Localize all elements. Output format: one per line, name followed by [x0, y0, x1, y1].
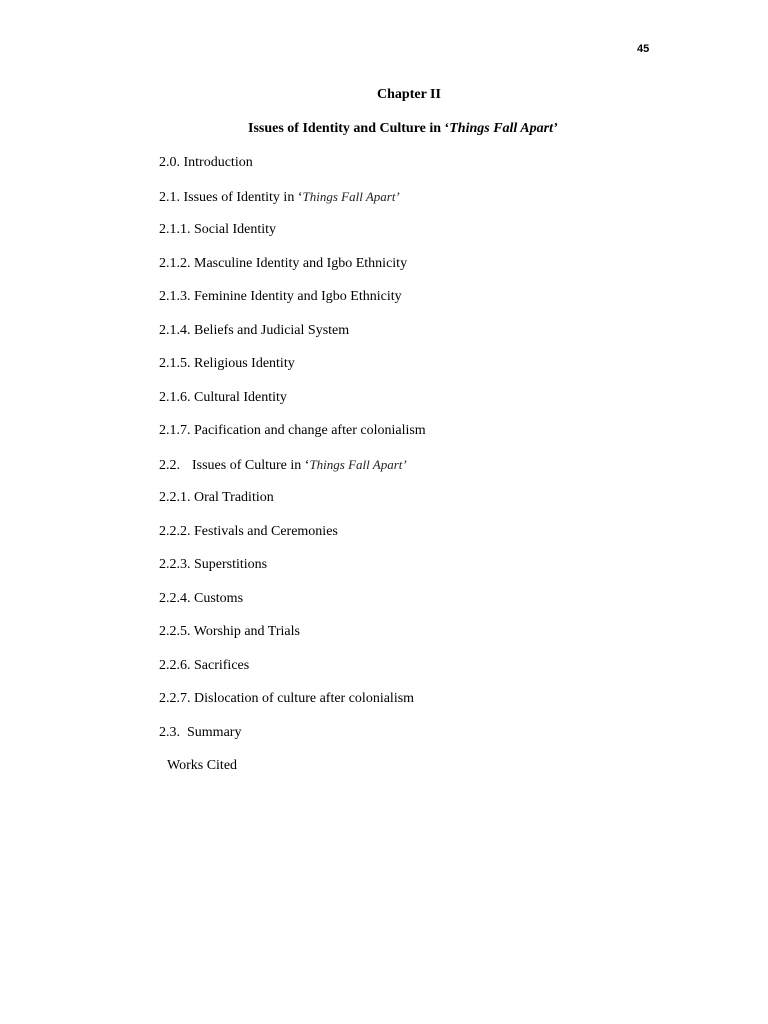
toc-entry-dislocation: 2.2.7. Dislocation of culture after colonialism: [159, 691, 415, 706]
toc-entry-summary: [159, 724, 426, 758]
chapter-subtitle-book-title: Things Fall Apart’: [449, 121, 558, 136]
toc-entry-introduction: 2.0. Introduction: [159, 155, 253, 170]
toc-entry-identity-text: 2.1. Issues of Identity in ‘: [159, 189, 303, 205]
toc-entry-feminine-identity: 2.1.3. Feminine Identity and Igbo Ethnicity: [159, 289, 402, 304]
chapter-subtitle-text: Issues of Identity and Culture in ‘: [248, 121, 450, 136]
toc-entry-customs: 2.2.4. Customs: [159, 590, 244, 606]
toc-entry-oral-tradition: 2.2.1. Oral Tradition: [159, 490, 274, 505]
toc-entry-superstitions: 2.2.3. Superstitions: [159, 557, 268, 572]
page-number: 45: [637, 43, 650, 55]
toc-entry-festivals: 2.2.2. Festivals and Ceremonies: [159, 523, 338, 539]
toc-entry-culture-section: [159, 456, 426, 490]
toc-entry-worship-trials: 2.2.5. Worship and Trials: [159, 624, 300, 639]
toc-entry-pacification: 2.1.7. Pacification and change after colonialism: [159, 423, 426, 438]
toc-entry-identity-section: [159, 188, 426, 222]
toc-entry-summary-label: Summary: [187, 724, 242, 740]
toc-entry-social-identity: 2.1.1. Social Identity: [159, 222, 277, 237]
toc-entry-culture-book-title: Things Fall Apart’: [309, 456, 407, 472]
toc-entry-sacrifices: 2.2.6. Sacrifices: [159, 657, 250, 673]
toc-entry-works-cited: Works Cited: [167, 758, 238, 773]
chapter-title: Chapter II: [377, 87, 441, 102]
chapter-subtitle: [248, 121, 558, 137]
toc-entry-cultural-identity: 2.1.6. Cultural Identity: [159, 389, 287, 405]
toc-entry-culture-text: Issues of Culture in ‘: [192, 457, 310, 473]
toc-entry-masculine-identity: 2.1.2. Masculine Identity and Igbo Ethnicity: [159, 255, 408, 271]
toc-entry-religious-identity: 2.1.5. Religious Identity: [159, 356, 295, 371]
toc-entry-summary-number: 2.3.: [159, 724, 180, 740]
table-of-contents: [159, 154, 426, 791]
toc-entry-identity-book-title: Things Fall Apart’: [302, 188, 400, 204]
toc-entry-beliefs-judicial: 2.1.4. Beliefs and Judicial System: [159, 322, 350, 338]
toc-entry-culture-number: 2.2.: [159, 457, 180, 473]
